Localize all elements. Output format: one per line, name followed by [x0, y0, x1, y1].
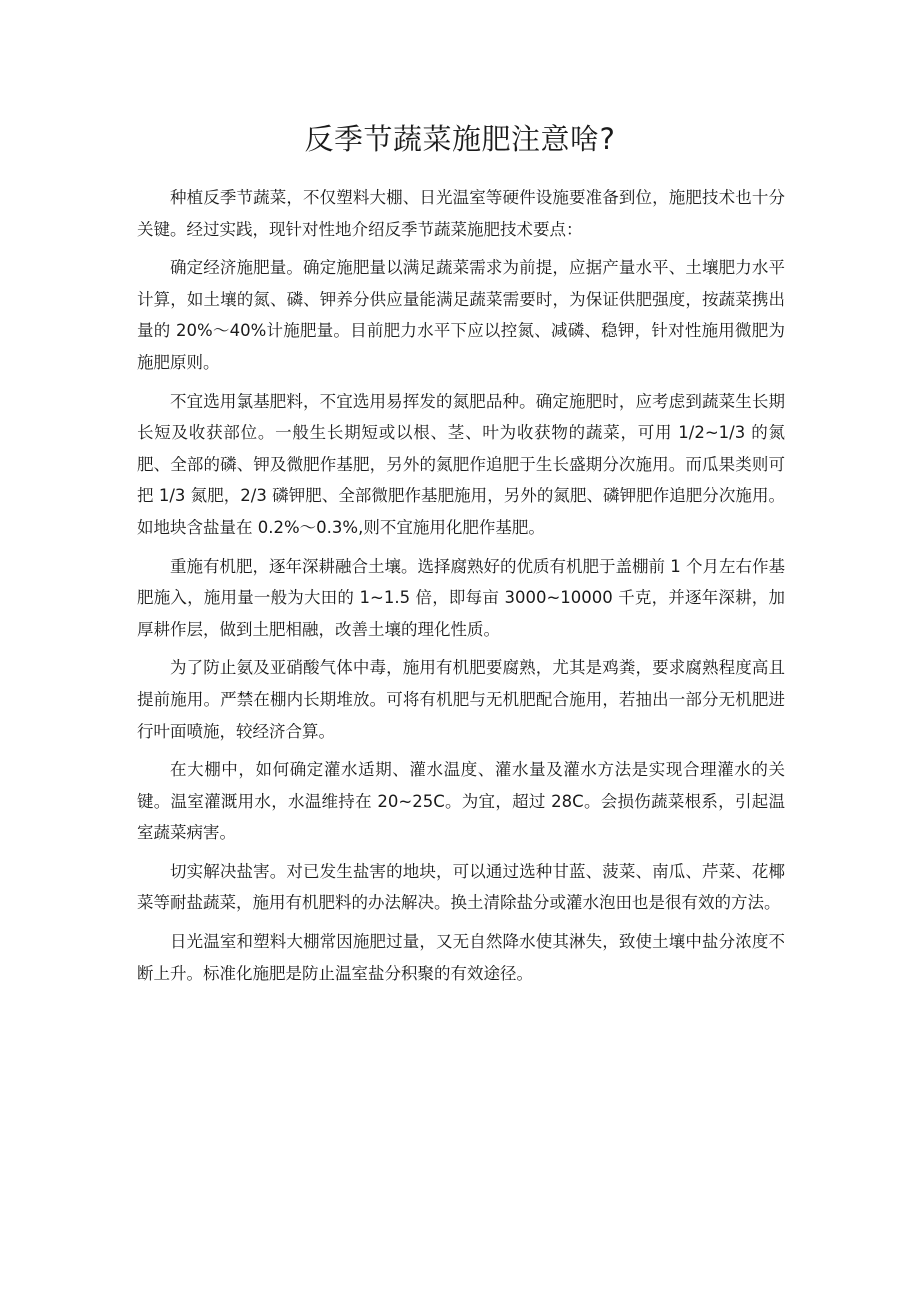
- paragraph-standardized-fertilization: 日光温室和塑料大棚常因施肥过量，又无自然降水使其淋失，致使土壤中盐分浓度不断上升。标准化施肥是防止温室盐分积聚的有效途径。: [137, 932, 785, 983]
- paragraph-fertilizer-amount: 确定经济施肥量。确定施肥量以满足蔬菜需求为前提，应据产量水平、土壤肥力水平计算，如土壤的氮、磷、钾养分供应量能满足蔬菜需要时，为保证供肥强度，按蔬菜携出量的 20%～40%计施肥量。目前肥力水平下应以控氮、减磷、稳钾，针对性施用微肥为施肥原则。: [137, 258, 785, 372]
- paragraph-organic-fertilizer: 重施有机肥，逐年深耕融合土壤。选择腐熟好的优质有机肥于盖棚前 1 个月左右作基肥施入，施用量一般为大田的 1~1.5 倍，即每亩 3000~10000 千克，并逐年深耕，加厚耕作层，做到土肥相融，改善土壤的理化性质。: [137, 556, 785, 639]
- document-body: [137, 182, 785, 996]
- paragraph-gas-poisoning: 为了防止氨及亚硝酸气体中毒，施用有机肥要腐熟，尤其是鸡粪，要求腐熟程度高且提前施用。严禁在棚内长期堆放。可将有机肥与无机肥配合施用，若抽出一部分无机肥进行叶面喷施，较经济合算。: [137, 658, 785, 741]
- paragraph-fertilizer-type: 不宜选用氯基肥料，不宜选用易挥发的氮肥品种。确定施肥时，应考虑到蔬菜生长期长短及收获部位。一般生长期短或以根、茎、叶为收获物的蔬菜，可用 1/2~1/3 的氮肥、全部的磷、钾及微肥作基肥，另外的氮肥作追肥于生长盛期分次施用。而瓜果类则可把 1/3 氮肥，2/3 磷钾肥、全部微肥作基肥施用，另外的氮肥、磷钾肥作追肥分次施用。如地块含盐量在 0.2%～0.3%,则不宜施用化肥作基肥。: [137, 391, 785, 537]
- paragraph-intro: 种植反季节蔬菜，不仅塑料大棚、日光温室等硬件设施要准备到位，施肥技术也十分关键。经过实践，现针对性地介绍反季节蔬菜施肥技术要点：: [137, 188, 785, 239]
- document-title: 反季节蔬菜施肥注意啥?: [304, 122, 616, 156]
- paragraph-salt-damage: 切实解决盐害。对已发生盐害的地块，可以通过选种甘蓝、菠菜、南瓜、芹菜、花椰菜等耐盐蔬菜，施用有机肥料的办法解决。换土清除盐分或灌水泡田也是很有效的方法。: [137, 861, 785, 913]
- paragraph-irrigation: 在大棚中，如何确定灌水适期、灌水温度、灌水量及灌水方法是实现合理灌水的关键。温室灌溉用水，水温维持在 20~25C。为宜，超过 28C。会损伤蔬菜根系，引起温室蔬菜病害。: [137, 760, 785, 843]
